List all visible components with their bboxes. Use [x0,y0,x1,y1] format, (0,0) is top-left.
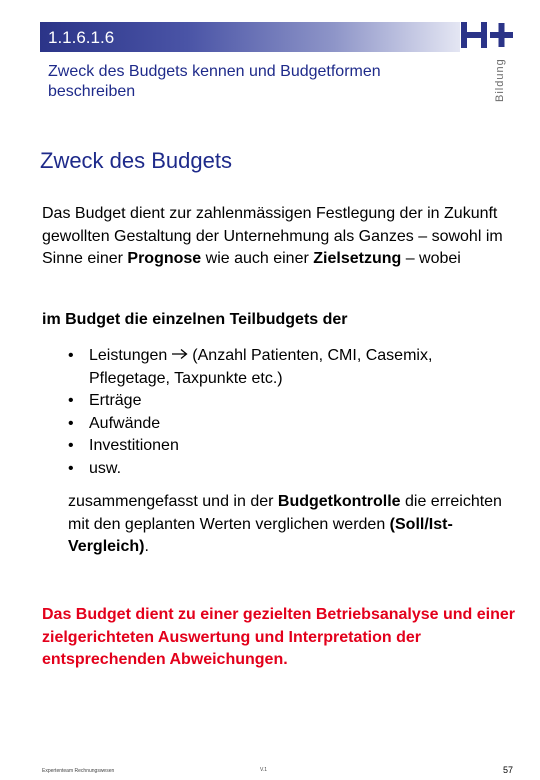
intro-paragraph [42,203,512,271]
summary-text-1: zusammengefasst und in der [68,493,278,510]
summary-text-2: die erreichten mit den geplanten Werten verglichen werden [68,493,502,533]
arrow-right-icon [171,348,189,360]
list-item: • usw. [68,458,508,481]
bullet-list [68,345,508,480]
lead-line: im Budget die einzelnen Teilbudgets der [42,311,348,328]
page-number: 57 [503,765,514,775]
footer-label: Expertenteam Rechnungswesen [42,768,115,774]
section-number: 1.1.6.1.6 [48,28,115,47]
header-subtitle: Zweck des Budgets kennen und Budgetformen beschreiben [48,63,381,100]
summary-text-3: . [144,538,149,555]
h-plus-logo [461,22,513,48]
logo-subtext: Bildung [494,58,506,102]
footer-version: V.1 [260,767,268,773]
summary-bold-budgetkontrolle: Budgetkontrolle [277,493,401,510]
intro-text-3: – wobei [401,250,461,267]
list-item: • Aufwände [68,413,508,436]
section-header-bar [40,22,460,52]
summary-bold-soll-ist: (Soll/Ist-Vergleich) [68,515,453,555]
list-item: • Erträge [68,390,508,413]
intro-bold-prognose: Prognose [127,250,202,267]
summary-paragraph [68,491,518,559]
bullet-text-leistungen: Leistungen [89,347,168,364]
list-item: • Investitionen [68,435,508,458]
conclusion-highlight: Das Budget dient zu einer gezielten Betriebsanalyse und einer zielgerichteten Auswertung und Interpretation der entsprechenden Abweichungen. [42,606,516,668]
bullet-text-leistungen-detail: (Anzahl Patienten, CMI, Casemix, Pflegetage, Taxpunkte etc.) [89,347,433,387]
intro-bold-zielsetzung: Zielsetzung [313,250,402,267]
list-item [68,345,508,390]
intro-text-1: Das Budget dient zur zahlenmässigen Festlegung der in Zukunft gewollten Gestaltung der Unternehmung als Ganzes – sowohl im Sinne einer [42,205,503,267]
intro-text-2: wie auch einer [201,250,314,267]
page-heading: Zweck des Budgets [40,148,232,173]
